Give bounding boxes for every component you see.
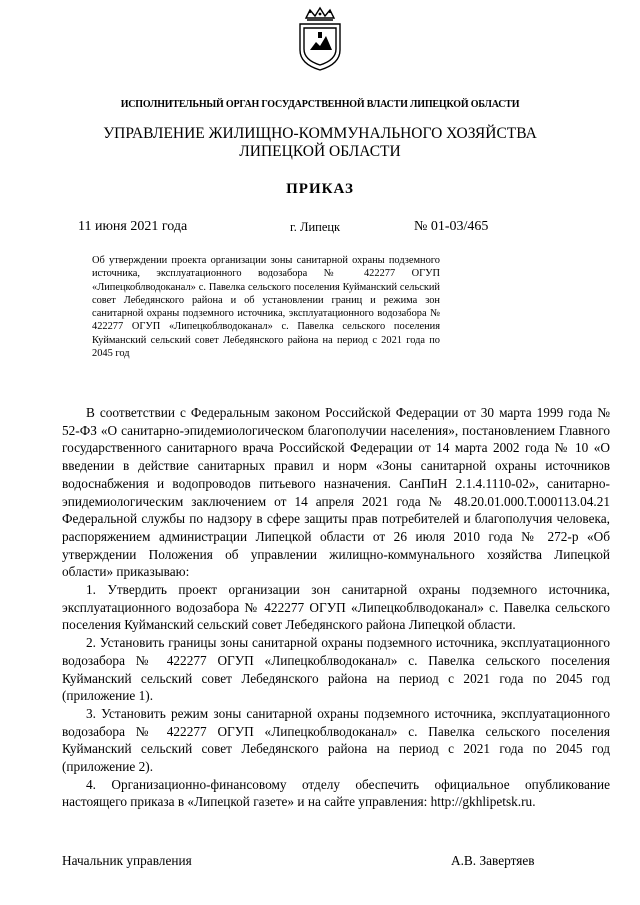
order-number: № 01-03/465 <box>414 219 489 234</box>
signatory-title: Начальник управления <box>62 853 192 868</box>
executive-body-title: ИСПОЛНИТЕЛЬНЫЙ ОРГАН ГОСУДАРСТВЕННОЙ ВЛАСТИ ЛИПЕЦКОЙ ОБЛАСТИ <box>120 99 520 110</box>
clause-4: 4. Организационно-финансовому отделу обеспечить официальное опубликование настоящего приказа в «Липецкой газете» и на сайте управления: http://gkhlipetsk.ru. <box>62 776 610 810</box>
department-line-2: ЛИПЕЦКОЙ ОБЛАСТИ <box>239 143 401 160</box>
document-type-title: ПРИКАЗ <box>286 181 354 197</box>
clause-1: 1. Утвердить проект организации зон санитарной охраны подземного источника, эксплуатационного водозабора № 422277 ОГУП «Липецкоблводоканал» с. Павелка сельского поселения Куйманский сельский совет Лебедянского района Липецкой области. <box>62 582 610 633</box>
signatory-name: А.В. Завертяев <box>451 853 535 868</box>
clause-2: 2. Установить границы зоны санитарной охраны подземного источника, эксплуатационного водозабора № 422277 ОГУП «Липецкоблводоканал» с. Павелка сельского поселения Куйманский сельский совет Лебедянского района на период с 2021 года по 2045 год (приложение 1). <box>62 635 610 704</box>
coat-of-arms-icon <box>296 6 344 72</box>
clause-3: 3. Установить режим зоны санитарной охраны подземного источника, эксплуатационного водозабора № 422277 ОГУП «Липецкоблводоканал» с. Павелка сельского поселения Куйманский сельский совет Лебедянского района на период с 2021 года по 2045 год (приложение 2). <box>62 705 610 775</box>
order-date: 11 июня 2021 года <box>78 219 188 234</box>
order-subject: Об утверждении проекта организации зоны санитарной охраны подземного источника, эксплуатационного водозабора № 422277 ОГУП «Липецкоблводоканал» с. Павелка сельского поселения Куйманский сельский совет Лебедянского района и об установлении границ и режима зон санитарной охраны подземного источника, эксплуатационного водозабора № 422277 ОГУП «Липецкоблводоканал» с. Павелка сельского поселения Куйманский сельский совет Лебедянского района на период с 2021 года по 2045 год <box>92 255 440 360</box>
department-line-1: УПРАВЛЕНИЕ ЖИЛИЩНО-КОММУНАЛЬНОГО ХОЗЯЙСТВА <box>103 125 537 142</box>
department-name <box>0 125 640 161</box>
order-city: г. Липецк <box>290 220 341 234</box>
preamble-paragraph: В соответствии с Федеральным законом Российской Федерации от 30 марта 1999 года № 52-ФЗ «О санитарно-эпидемиологическом благополучии населения», постановлением Главного государственного санитарного врача Российской Федерации от 14 марта 2002 года № 10 «О введении в действие санитарных правил и норм «Зоны санитарной охраны источников водоснабжения и водопроводов питьевого назначения. СанПиН 2.1.4.1110-02», санитарно-эпидемиологическим заключением от 14 апреля 2021 года № 48.20.01.000.Т.000113.04.21 Федеральной службы по надзору в сфере защиты прав потребителей и благополучия человека, распоряжением администрации Липецкой области от 26 июля 2010 года № 272-р «Об утверждении Положения об управлении жилищно-коммунального хозяйства Липецкой области» приказываю: <box>62 405 610 580</box>
order-body <box>62 404 610 811</box>
